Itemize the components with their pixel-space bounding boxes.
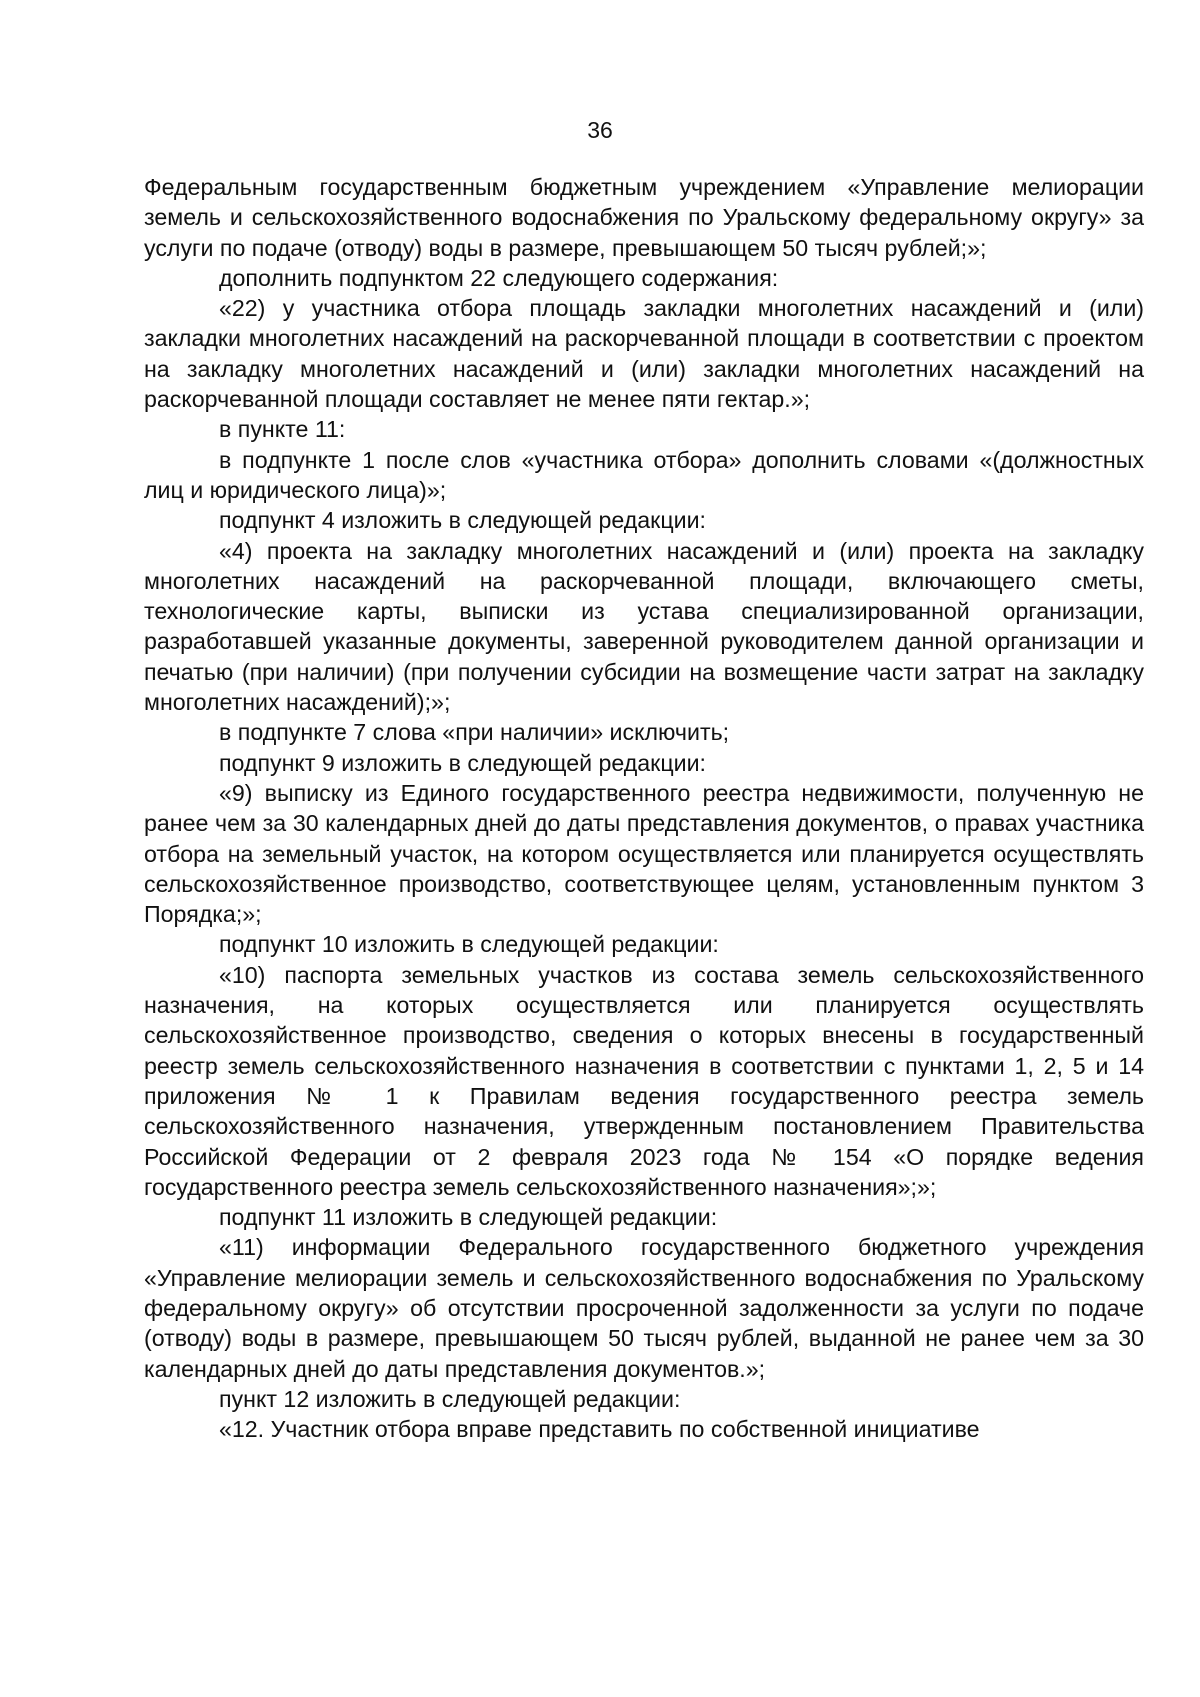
paragraph-14: «11) информации Федерального государственного бюджетного учреждения «Управление мелиорации земель и сельскохозяйственного водоснабжения по Уральскому федеральному округу» об отсутствии просроченной задолженности за услуги по подаче (отводу) воды в размере, превышающем 50 тысяч рублей, выданной не ранее чем за 30 календарных дней до даты представления документов.»;	[144, 1234, 1144, 1382]
paragraph-1: Федеральным государственным бюджетным учреждением «Управление мелиорации земель и сельскохозяйственного водоснабжения по Уральскому федеральному округу» за услуги по подаче (отводу) воды в размере, превышающем 50 тысяч рублей;»;	[144, 174, 1144, 261]
paragraph-8: в подпункте 7 слова «при наличии» исключить;	[219, 719, 730, 746]
paragraph-9: подпункт 9 изложить в следующей редакции:	[219, 749, 706, 776]
paragraph-5: в подпункте 1 после слов «участника отбора» дополнить словами «(должностных лиц и юридического лица)»;	[144, 446, 1144, 503]
paragraph-11: подпункт 10 изложить в следующей редакции:	[219, 931, 719, 958]
page-number: 36	[587, 117, 613, 143]
paragraph-15: пункт 12 изложить в следующей редакции:	[219, 1385, 681, 1412]
paragraph-12: «10) паспорта земельных участков из состава земель сельскохозяйственного назначения, на которых осуществляется или планируется осуществлять сельскохозяйственное производство, сведения о которых внесены в государственный реестр земель сельскохозяйственного назначения в соответствии с пунктами 1, 2, 5 и 14 приложения № 1 к Правилам ведения государственного реестра земель сельскохозяйственного назначения, утвержденным постановлением Правительства Российской Федерации от 2 февраля 2023 года № 154 «О порядке ведения государственного реестра земель сельскохозяйственного назначения»;»;	[144, 961, 1144, 1200]
paragraph-6: подпункт 4 изложить в следующей редакции:	[219, 507, 706, 534]
paragraph-4: в пункте 11:	[219, 416, 346, 443]
paragraph-3: «22) у участника отбора площадь закладки многолетних насаждений и (или) закладки многолетних насаждений на раскорчеванной площади в соответствии с проектом на закладку многолетних насаждений и (или) закладки многолетних насаждений на раскорчеванной площади составляет не менее пяти гектар.»;	[144, 295, 1144, 413]
paragraph-2: дополнить подпунктом 22 следующего содержания:	[219, 264, 779, 291]
paragraph-7: «4) проекта на закладку многолетних насаждений и (или) проекта на закладку многолетних насаждений на раскорчеванной площади, включающего сметы, технологические карты, выписки из устава специализированной организации, разработавшей указанные документы, заверенной руководителем данной организации и печатью (при наличии) (при получении субсидии на возмещение части затрат на закладку многолетних насаждений);»;	[144, 537, 1144, 716]
paragraph-10: «9) выписку из Единого государственного реестра недвижимости, полученную не ранее чем за 30 календарных дней до даты представления документов, о правах участника отбора на земельный участок, на котором осуществляется или планируется осуществлять сельскохозяйственное производство, соответствующее целям, установленным пунктом 3 Порядка;»;	[144, 779, 1144, 928]
paragraph-16: «12. Участник отбора вправе представить по собственной инициативе	[219, 1416, 980, 1443]
document-body	[144, 172, 1144, 1444]
paragraph-13: подпункт 11 изложить в следующей редакции:	[219, 1204, 718, 1231]
